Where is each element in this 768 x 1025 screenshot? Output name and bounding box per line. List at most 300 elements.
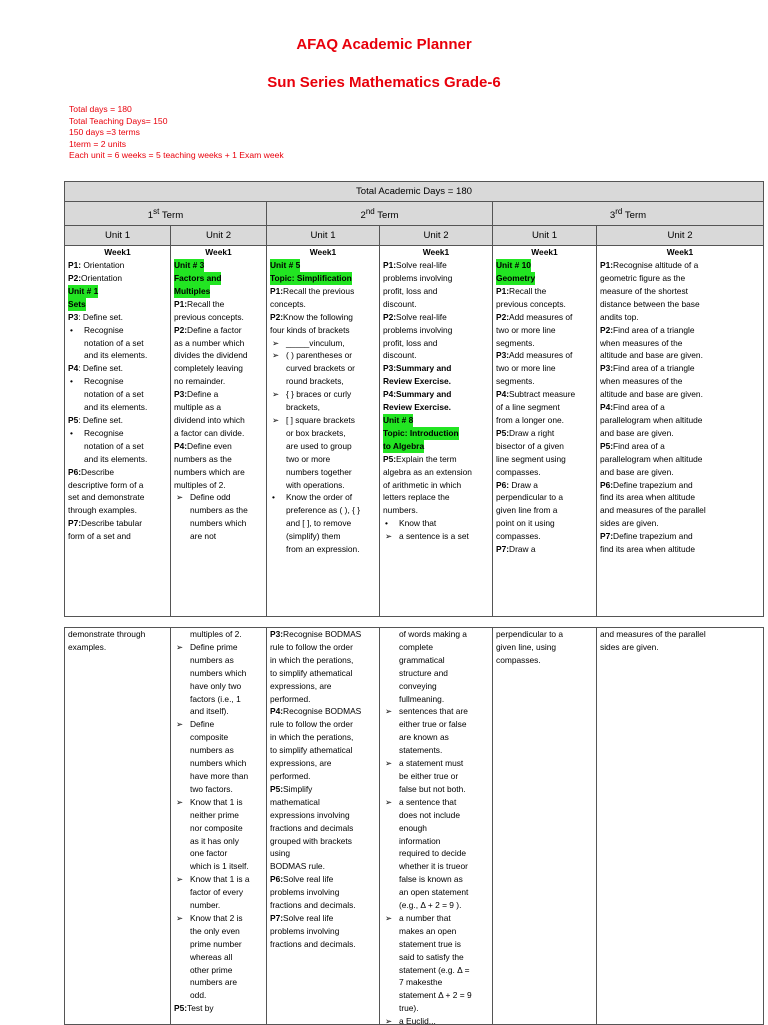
plan-text: Find area of a triangle (613, 363, 695, 374)
unit-heading (383, 440, 489, 453)
info-block (69, 104, 284, 162)
bullet-text: a sentence is a set (399, 531, 469, 542)
plan-line (600, 641, 760, 654)
period-label: P1: (383, 260, 397, 271)
plan-text: : Define set. (78, 363, 123, 374)
term-header-1: 1st Term (65, 202, 267, 226)
continuation-line: structure and (399, 667, 448, 678)
unit-heading (68, 298, 167, 311)
highlighted-unit-label: Unit # 3 (174, 260, 205, 271)
plan-line (68, 641, 167, 654)
plan-cell (65, 246, 171, 617)
plan-text: numbers. (383, 505, 418, 516)
highlighted-unit-label: Factors and (174, 273, 222, 283)
arrow-bullet-icon: ➢ (176, 641, 184, 652)
bullet-text: Recognise (84, 376, 124, 387)
continuation-line: fullmeaning. (399, 693, 445, 704)
plan-line (174, 349, 263, 362)
plan-line (270, 680, 376, 693)
continuation-line: round brackets, (286, 376, 344, 387)
plan-line (496, 362, 593, 375)
plan-text: Find area of a triangle (613, 324, 695, 335)
plan-line (600, 427, 760, 440)
plan-text: examples. (68, 641, 107, 652)
plan-text: through examples. (68, 505, 137, 516)
plan-text: set and demonstrate (68, 492, 145, 503)
plan-text: of arithmetic in which (383, 479, 462, 490)
plan-line (600, 491, 760, 504)
bullet-text: Define prime (190, 641, 238, 652)
plan-line (600, 517, 760, 530)
plan-text: profit, loss and (383, 285, 438, 296)
bullet-item (383, 796, 489, 809)
continuation-line: (simplify) them (286, 531, 341, 542)
planner-table-page1 (64, 181, 764, 617)
plan-text: performed. (270, 770, 311, 781)
continuation-line: and its elements. (84, 402, 148, 413)
period-label: P4: (270, 706, 284, 717)
period-label: P7: (68, 518, 82, 529)
period-label: P7: (270, 912, 284, 923)
bullet-item (174, 491, 263, 504)
plan-line (270, 757, 376, 770)
plan-line (270, 718, 376, 731)
continuation-line: factors (i.e., 1 (190, 693, 241, 704)
period-label: P5: (174, 1003, 188, 1014)
continuation-line: numbers which (190, 667, 247, 678)
plan-text: mathematical (270, 796, 320, 807)
plan-text: parallelogram when altitude (600, 414, 703, 425)
period-label: P1: (68, 260, 82, 271)
highlighted-unit-label: Unit # 1 (68, 285, 99, 296)
plan-line (496, 427, 593, 440)
plan-line (68, 517, 167, 530)
plan-line (600, 401, 760, 414)
bullet-item (270, 337, 376, 350)
continuation-line: or box brackets, (286, 427, 346, 438)
plan-line (174, 1002, 263, 1015)
continuation-line: and its elements. (84, 350, 148, 361)
plan-text: bisector of a given (496, 440, 564, 451)
unit-heading (174, 272, 263, 285)
plan-line (383, 349, 489, 362)
plan-text: Explain the term (396, 453, 457, 464)
plan-line (270, 654, 376, 667)
plan-line (174, 414, 263, 427)
plan-text: segments. (496, 337, 535, 348)
continuation-line: have only two (190, 680, 242, 691)
plan-text: demonstrate through (68, 629, 146, 639)
period-label: P1: (174, 298, 188, 309)
plan-line (383, 298, 489, 311)
period-label: P3: (270, 629, 284, 639)
week-label: Week1 (422, 247, 450, 258)
period-label: P5: (600, 440, 614, 451)
plan-text: segments. (496, 376, 535, 387)
plan-text: and base are given. (600, 427, 674, 438)
bullet-text: Define odd (190, 492, 231, 503)
bullet-item (174, 873, 263, 886)
continuation-line: are known as (399, 732, 449, 743)
plan-line (496, 337, 593, 350)
plan-cell (493, 246, 597, 617)
period-label: P3: (496, 350, 510, 361)
info-line: Total days = 180 (69, 104, 132, 114)
bullet-text: _____vinculum, (286, 337, 345, 348)
term-header-2: 2nd Term (267, 202, 493, 226)
plan-line (600, 285, 760, 298)
continuation-line: which is 1 itself. (190, 861, 249, 872)
arrow-bullet-icon: ➢ (385, 1016, 393, 1024)
plan-text: using (270, 848, 291, 859)
arrow-bullet-icon: ➢ (176, 492, 184, 503)
continuation-line: the only even (190, 925, 240, 936)
term-header-3: 3rd Term (493, 202, 764, 226)
continuation-line: an open statement (399, 887, 469, 898)
plan-text: expressions, are (270, 758, 332, 769)
plan-line (496, 491, 593, 504)
plan-text: to simplify athematical (270, 667, 353, 678)
continuation-line: grammatical (399, 654, 445, 665)
plan-line (496, 641, 593, 654)
plan-line (270, 744, 376, 757)
plan-text: geometric figure as the (600, 273, 686, 283)
plan-text: to simplify athematical (270, 745, 353, 756)
plan-text: Subtract measure (509, 389, 576, 400)
continuation-line: one factor (190, 848, 228, 859)
highlighted-unit-label: Multiples (174, 285, 211, 296)
plan-text: form of a set and (68, 531, 131, 542)
continuation-line: required to decide (399, 848, 467, 859)
plan-text: numbers as the (174, 453, 232, 464)
period-label: P5: (270, 783, 284, 794)
period-label: P1: (270, 285, 284, 296)
unit-heading (383, 414, 489, 427)
continuation-line: are not (190, 531, 217, 542)
plan-line (383, 375, 489, 388)
plan-line (383, 388, 489, 401)
plan-line (68, 628, 167, 641)
plan-line (270, 822, 376, 835)
continuation-line: 7 makesthe (399, 977, 443, 988)
continuation-line: notation of a set (84, 337, 144, 348)
plan-text: previous concepts. (174, 311, 244, 322)
period-label: P2: (270, 311, 284, 322)
plan-text: problems involving (270, 887, 340, 898)
plan-text: numbers which are (174, 466, 245, 477)
plan-text: when measures of the (600, 376, 683, 387)
continuation-line: numbers which (190, 758, 247, 769)
plan-line (174, 427, 263, 440)
arrow-bullet-icon: ➢ (176, 796, 184, 807)
plan-line (600, 504, 760, 517)
plan-text: fractions and decimals. (270, 900, 356, 911)
plan-text: Draw a right (509, 427, 555, 438)
arrow-bullet-icon: ➢ (176, 912, 184, 923)
plan-cell (65, 628, 171, 1025)
plan-line (270, 925, 376, 938)
continuation-line: notation of a set (84, 440, 144, 451)
plan-text: find its area when altitude (600, 544, 695, 555)
bullet-text: [ ] square brackets (286, 414, 355, 425)
plan-text: Solve real-life (396, 311, 447, 322)
plan-text: find its area when altitude (600, 492, 695, 503)
unit-header: Unit 1 (65, 226, 171, 246)
plan-text: two or more line (496, 324, 556, 335)
arrow-bullet-icon: ➢ (176, 874, 184, 885)
bullet-item (383, 912, 489, 925)
plan-line (600, 375, 760, 388)
plan-line (383, 259, 489, 272)
arrow-bullet-icon: ➢ (385, 912, 393, 923)
plan-line (496, 466, 593, 479)
plan-line (174, 466, 263, 479)
bullet-item (270, 349, 376, 362)
plan-text: expressions, are (270, 680, 332, 691)
bullet-item (270, 491, 376, 504)
continuation-line: numbers as (190, 654, 234, 665)
continuation-line: number. (190, 900, 221, 911)
unit-heading (496, 259, 593, 272)
plan-text: altitude and base are given. (600, 389, 703, 400)
plan-line (174, 337, 263, 350)
unit-heading (270, 259, 376, 272)
plan-line (270, 641, 376, 654)
plan-line (270, 705, 376, 718)
bullet-item (383, 705, 489, 718)
plan-line (68, 311, 167, 324)
plan-text: in which the perations, (270, 654, 354, 665)
info-line: Each unit = 6 weeks = 5 teaching weeks + 1 Exam week (69, 150, 284, 160)
period-label: P4: (174, 440, 188, 451)
plan-text: as a number which (174, 337, 245, 348)
plan-line (496, 628, 593, 641)
plan-line (68, 466, 167, 479)
plan-text: Know the following (283, 311, 353, 322)
plan-text: Simplify (283, 783, 313, 794)
plan-text: discount. (383, 350, 417, 361)
plan-line (383, 479, 489, 492)
bullet-text: sentences that are (399, 706, 468, 717)
highlighted-unit-label: Topic: Simplification (270, 273, 352, 283)
week-label: Week1 (205, 247, 232, 258)
plan-text: algebra as an extension (383, 466, 472, 477)
plan-line (600, 311, 760, 324)
bullet-dot-icon: • (70, 324, 73, 335)
plan-line (270, 693, 376, 706)
plan-text: dividend into which (174, 414, 245, 425)
continuation-line: said to satisfy the (399, 951, 464, 962)
plan-line (496, 440, 593, 453)
bullet-text: Recognise (84, 324, 124, 335)
plan-line (270, 298, 376, 311)
plan-line (270, 886, 376, 899)
continuation-line: false is known as (399, 874, 463, 885)
bullet-text: a statement must (399, 758, 464, 769)
week-label: Week1 (666, 247, 694, 258)
highlighted-unit-label: Topic: Introduction (383, 427, 459, 438)
period-label: P6: (496, 479, 510, 490)
plan-line (496, 530, 593, 543)
plan-text: Define trapezium and (613, 531, 693, 542)
bullet-text: a number that (399, 912, 451, 923)
plan-text: sides are given. (600, 518, 659, 529)
bullet-item (174, 718, 263, 731)
plan-text: altitude and base are given. (600, 350, 703, 361)
continuation-line: brackets, (286, 402, 320, 413)
highlighted-unit-label: Unit # 5 (270, 260, 301, 271)
plan-line (600, 388, 760, 401)
plan-line (383, 504, 489, 517)
plan-text: fractions and decimals (270, 822, 354, 833)
plan-text: letters replace the (383, 492, 450, 503)
bullet-text: { } braces or curly (286, 389, 352, 400)
arrow-bullet-icon: ➢ (385, 758, 393, 769)
plan-line (383, 311, 489, 324)
plan-line (68, 414, 167, 427)
bullet-item (174, 641, 263, 654)
continuation-line: are used to group (286, 440, 352, 451)
plan-text: in which the perations, (270, 732, 354, 743)
continuation-line: either true or false (399, 719, 467, 730)
plan-text: and measures of the parallel (600, 629, 706, 639)
week-label: Week1 (531, 247, 558, 258)
plan-line (383, 401, 489, 414)
plan-cell (267, 246, 380, 617)
plan-text: point on it using (496, 518, 555, 529)
plan-text: Define a (187, 389, 219, 400)
plan-text: rule to follow the order (270, 719, 353, 730)
arrow-bullet-icon: ➢ (176, 719, 184, 730)
plan-line (174, 324, 263, 337)
plan-text: multiples of 2. (174, 479, 226, 490)
plan-text: problems involving (383, 324, 453, 335)
plan-text: Orientation (81, 273, 123, 283)
plan-text: Recognise BODMAS (283, 706, 362, 717)
plan-text: fractions and decimals. (270, 938, 356, 949)
continuation-line: of words making a (399, 629, 467, 639)
continuation-line: curved brackets or (286, 363, 355, 374)
plan-line (270, 783, 376, 796)
bullet-text: Define (190, 719, 215, 730)
bullet-item (68, 427, 167, 440)
continuation-line: as it has only (190, 835, 239, 846)
plan-line (270, 809, 376, 822)
period-label: P6: (68, 466, 82, 477)
continuation-line: two or more (286, 453, 331, 464)
period-label: P5: (496, 427, 510, 438)
unit-header: Unit 1 (493, 226, 597, 246)
period-label: P1: (496, 285, 510, 296)
continuation-line: numbers together (286, 466, 352, 477)
unit-heading (496, 272, 593, 285)
unit-heading (270, 272, 376, 285)
plan-line (270, 324, 376, 337)
continuation-line: neither prime (190, 809, 239, 820)
plan-text: compasses. (496, 654, 541, 665)
plan-text: BODMAS rule. (270, 861, 325, 872)
continuation-line: from an expression. (286, 544, 360, 555)
plan-text: Recall the previous (283, 285, 355, 296)
plan-text: Recall the (187, 298, 225, 309)
plan-cell (171, 628, 267, 1025)
bullet-text: Know that 2 is (190, 912, 243, 923)
period-label: P4: (496, 389, 510, 400)
plan-cell (171, 246, 267, 617)
continuation-line: statement true is (399, 938, 461, 949)
plan-text: when measures of the (600, 337, 683, 348)
unit-heading (383, 427, 489, 440)
continuation-line: odd. (190, 990, 207, 1001)
plan-line (496, 654, 593, 667)
plan-line (600, 628, 760, 641)
plan-text: concepts. (270, 298, 306, 309)
unit-header: Unit 2 (597, 226, 764, 246)
unit-header: Unit 2 (171, 226, 267, 246)
plan-line (600, 337, 760, 350)
plan-line (600, 259, 760, 272)
plan-line (496, 285, 593, 298)
bullet-item (383, 517, 489, 530)
bullet-dot-icon: • (272, 492, 275, 503)
plan-text: distance between the base (600, 298, 700, 309)
arrow-bullet-icon: ➢ (272, 337, 280, 348)
plan-line (600, 453, 760, 466)
plan-line (383, 453, 489, 466)
plan-text: rule to follow the order (270, 641, 353, 652)
plan-line (496, 388, 593, 401)
plan-text: and measures of the parallel (600, 505, 706, 516)
continuation-line: enough (399, 822, 427, 833)
plan-line (270, 835, 376, 848)
plan-line (174, 311, 263, 324)
plan-line (270, 899, 376, 912)
plan-line (383, 337, 489, 350)
plan-line (496, 453, 593, 466)
period-label: Review Exercise. (383, 376, 451, 387)
highlighted-unit-label: Unit # 8 (383, 414, 414, 425)
continuation-line: numbers which (190, 518, 247, 529)
plan-text: : Define set. (78, 414, 123, 425)
info-line: Total Teaching Days= 150 (69, 115, 168, 126)
plan-text: Solve real life (283, 912, 334, 923)
plan-line (496, 517, 593, 530)
period-label: P2: (68, 273, 82, 283)
plan-text: Draw a (509, 544, 536, 555)
plan-line (600, 272, 760, 285)
plan-line (270, 731, 376, 744)
plan-line (600, 479, 760, 492)
plan-text: compasses. (496, 466, 541, 477)
period-label: Review Exercise. (383, 402, 451, 413)
continuation-line: (e.g., Δ + 2 = 9 ). (399, 900, 462, 911)
arrow-bullet-icon: ➢ (385, 531, 393, 542)
plan-line (68, 504, 167, 517)
continuation-line: information (399, 835, 441, 846)
plan-text: line segment using (496, 453, 566, 464)
continuation-line: whereas all (190, 951, 233, 962)
unit-heading (68, 285, 167, 298)
plan-text: Recognise altitude of a (613, 260, 699, 271)
plan-line (174, 375, 263, 388)
plan-text: descriptive form of a (68, 479, 144, 490)
week-label: Week1 (309, 247, 337, 258)
plan-text: divides the dividend (174, 350, 248, 361)
period-label: P4:Summary and (383, 389, 452, 400)
plan-text: and base are given. (600, 466, 674, 477)
plan-text: Recognise BODMAS (283, 629, 362, 639)
plan-text: Orientation (81, 260, 125, 271)
